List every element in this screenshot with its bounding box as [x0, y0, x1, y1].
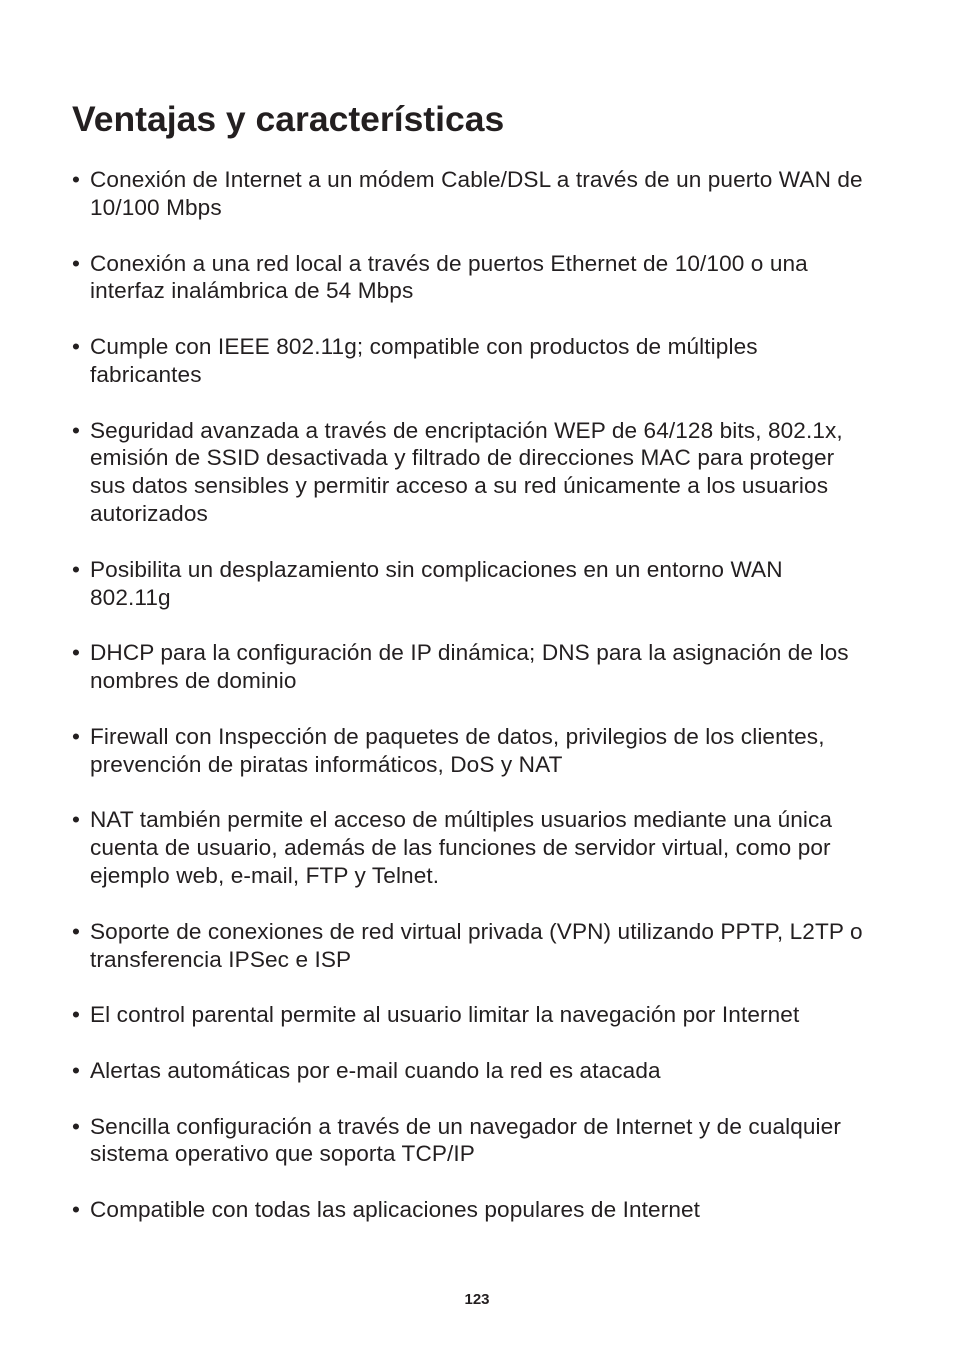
feature-line: DHCP para la configuración de IP dinámica; DNS para la asignación de los — [90, 640, 849, 666]
page-number: 123 — [464, 1291, 490, 1308]
feature-text — [90, 333, 934, 389]
feature-line: emisión de SSID desactivada y filtrado de direcciones MAC para proteger — [90, 445, 835, 471]
bullet-marker: • — [72, 723, 81, 749]
feature-item — [72, 806, 934, 890]
feature-item — [72, 166, 934, 222]
feature-text — [90, 1113, 934, 1169]
feature-text — [90, 1057, 934, 1085]
feature-line: Seguridad avanzada a través de encriptación WEP de 64/128 bits, 802.1x, — [90, 417, 843, 443]
feature-line: Sencilla configuración a través de un navegador de Internet y de cualquier — [90, 1113, 841, 1139]
bullet-marker: • — [72, 807, 81, 833]
feature-item — [72, 1113, 934, 1169]
feature-line: cuenta de usuario, además de las funciones de servidor virtual, como por — [90, 835, 831, 861]
feature-item — [72, 1057, 934, 1085]
feature-item — [72, 417, 934, 528]
bullet-marker: • — [72, 1057, 81, 1083]
bullet-marker: • — [72, 417, 81, 443]
feature-text — [90, 1196, 934, 1224]
bullet-marker: • — [72, 1002, 81, 1028]
feature-line: Compatible con todas las aplicaciones populares de Internet — [90, 1197, 701, 1223]
feature-text — [90, 639, 934, 695]
feature-line: 10/100 Mbps — [90, 194, 222, 220]
feature-item — [72, 918, 934, 974]
bullet-marker: • — [72, 556, 81, 582]
feature-line: Soporte de conexiones de red virtual privada (VPN) utilizando PPTP, L2TP o — [90, 918, 863, 944]
feature-text — [90, 556, 934, 612]
feature-line: 802.11g — [90, 584, 171, 610]
feature-item — [72, 639, 934, 695]
feature-list — [72, 166, 934, 1252]
feature-line: interfaz inalámbrica de 54 Mbps — [90, 278, 414, 304]
feature-line: Alertas automáticas por e-mail cuando la red es atacada — [90, 1057, 661, 1083]
feature-line: NAT también permite el acceso de múltiples usuarios mediante una única — [90, 807, 833, 833]
feature-line: autorizados — [90, 501, 208, 527]
feature-line: El control parental permite al usuario limitar la navegación por Internet — [90, 1002, 800, 1028]
feature-line: prevención de piratas informáticos, DoS y NAT — [90, 751, 563, 777]
feature-item — [72, 1196, 934, 1224]
feature-text — [90, 166, 934, 222]
feature-line: sus datos sensibles y permitir acceso a su red únicamente a los usuarios — [90, 473, 829, 499]
bullet-marker: • — [72, 640, 81, 666]
feature-item — [72, 250, 934, 306]
feature-item — [72, 333, 934, 389]
feature-line: Posibilita un desplazamiento sin complicaciones en un entorno WAN — [90, 556, 783, 582]
feature-line: Conexión a una red local a través de puertos Ethernet de 10/100 o una — [90, 250, 808, 276]
bullet-marker: • — [72, 334, 81, 360]
feature-item — [72, 556, 934, 612]
feature-text — [90, 806, 934, 890]
bullet-marker: • — [72, 1113, 81, 1139]
bullet-marker: • — [72, 1197, 81, 1223]
bullet-marker: • — [72, 250, 81, 276]
feature-line: ejemplo web, e-mail, FTP y Telnet. — [90, 862, 440, 888]
feature-line: Cumple con IEEE 802.11g; compatible con productos de múltiples — [90, 334, 758, 360]
feature-line: Conexión de Internet a un módem Cable/DSL a través de un puerto WAN de — [90, 167, 863, 192]
feature-text — [90, 723, 934, 779]
feature-line: nombres de dominio — [90, 668, 297, 694]
feature-text — [90, 417, 934, 528]
feature-item — [72, 723, 934, 779]
feature-item — [72, 1001, 934, 1029]
page-title: Ventajas y características — [72, 99, 505, 139]
feature-line: sistema operativo que soporta TCP/IP — [90, 1141, 475, 1167]
feature-text — [90, 918, 934, 974]
feature-line: Firewall con Inspección de paquetes de datos, privilegios de los clientes, — [90, 723, 825, 749]
bullet-marker: • — [72, 167, 81, 192]
feature-line: fabricantes — [90, 361, 202, 387]
bullet-marker: • — [72, 918, 81, 944]
feature-text — [90, 1001, 934, 1029]
feature-text — [90, 250, 934, 306]
feature-line: transferencia IPSec e ISP — [90, 946, 352, 972]
